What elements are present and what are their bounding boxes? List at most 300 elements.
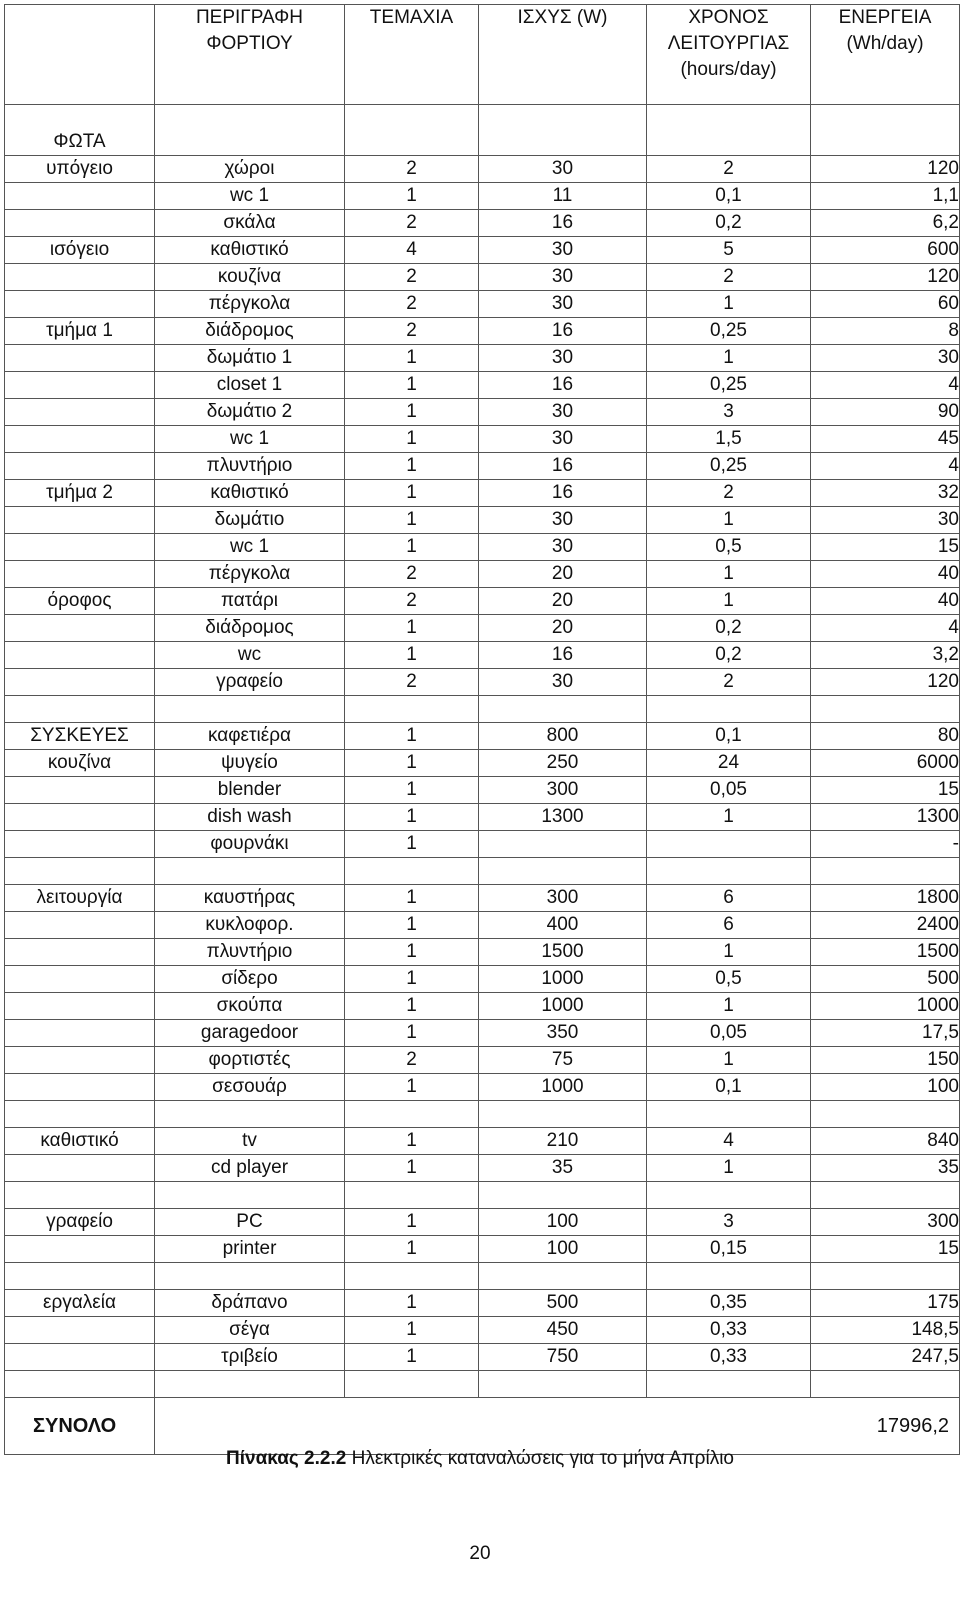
power-value: 1000 [479, 993, 647, 1020]
power-value: 30 [479, 264, 647, 291]
table-row [5, 264, 960, 291]
pieces-value: 1 [345, 804, 479, 831]
energy-value: 1800 [811, 885, 960, 912]
energy-value: 300 [811, 1209, 960, 1236]
load-description: δωμάτιο 2 [155, 399, 345, 426]
hours-value: 0,1 [647, 723, 811, 750]
pieces-value: 1 [345, 885, 479, 912]
empty-cell [155, 1182, 345, 1209]
power-value: 20 [479, 615, 647, 642]
load-description: καθιστικό [155, 237, 345, 264]
group-label [5, 939, 155, 966]
category-row [5, 105, 960, 156]
group-label [5, 831, 155, 858]
load-description: σεσουάρ [155, 1074, 345, 1101]
energy-value: 17,5 [811, 1020, 960, 1047]
load-description: γραφείο [155, 669, 345, 696]
energy-value: 120 [811, 264, 960, 291]
pieces-value: 1 [345, 939, 479, 966]
pieces-value: 2 [345, 669, 479, 696]
table-row [5, 885, 960, 912]
empty-cell [155, 1371, 345, 1398]
empty-cell [811, 105, 960, 156]
load-description: φορτιστές [155, 1047, 345, 1074]
table-row [5, 210, 960, 237]
empty-cell [345, 858, 479, 885]
energy-value: 2400 [811, 912, 960, 939]
hours-value: 0,05 [647, 777, 811, 804]
pieces-value: 2 [345, 1047, 479, 1074]
hours-value: 1 [647, 1155, 811, 1182]
energy-value: 1300 [811, 804, 960, 831]
power-value: 500 [479, 1290, 647, 1317]
empty-cell [811, 858, 960, 885]
hours-value: 2 [647, 669, 811, 696]
hours-value [647, 831, 811, 858]
energy-value: 247,5 [811, 1344, 960, 1371]
energy-consumption-table [4, 4, 960, 1455]
hours-value: 1 [647, 291, 811, 318]
group-label [5, 669, 155, 696]
empty-cell [647, 696, 811, 723]
empty-cell [345, 1263, 479, 1290]
energy-value: 120 [811, 156, 960, 183]
power-value [479, 831, 647, 858]
energy-value: 175 [811, 1290, 960, 1317]
empty-cell [479, 105, 647, 156]
load-description: dish wash [155, 804, 345, 831]
hours-value: 1 [647, 588, 811, 615]
empty-cell [479, 1371, 647, 1398]
table-row [5, 831, 960, 858]
total-label: ΣΥΝΟΛΟ [5, 1398, 155, 1455]
table-row [5, 615, 960, 642]
empty-cell [5, 1263, 155, 1290]
table-row [5, 966, 960, 993]
group-label [5, 183, 155, 210]
group-label [5, 426, 155, 453]
pieces-value: 1 [345, 426, 479, 453]
pieces-value: 1 [345, 831, 479, 858]
group-label [5, 534, 155, 561]
load-description: closet 1 [155, 372, 345, 399]
hours-value: 0,25 [647, 318, 811, 345]
group-label [5, 1155, 155, 1182]
group-label: γραφείο [5, 1209, 155, 1236]
power-value: 30 [479, 291, 647, 318]
table-row [5, 1209, 960, 1236]
hours-value: 2 [647, 156, 811, 183]
group-label: ισόγειο [5, 237, 155, 264]
table-row [5, 426, 960, 453]
energy-value: 15 [811, 1236, 960, 1263]
empty-cell [647, 1263, 811, 1290]
power-value: 11 [479, 183, 647, 210]
hours-value: 1 [647, 561, 811, 588]
power-value: 75 [479, 1047, 647, 1074]
power-value: 30 [479, 426, 647, 453]
empty-cell [155, 858, 345, 885]
energy-value: 8 [811, 318, 960, 345]
hours-value: 0,25 [647, 453, 811, 480]
energy-value: 100 [811, 1074, 960, 1101]
group-label [5, 399, 155, 426]
power-value: 250 [479, 750, 647, 777]
hours-value: 0,2 [647, 210, 811, 237]
load-description: πέργκολα [155, 561, 345, 588]
header-operating-time: ΧΡΟΝΟΣ ΛΕΙΤΟΥΡΓΙΑΣ (hours/day) [647, 5, 811, 105]
pieces-value: 2 [345, 318, 479, 345]
spacer-row [5, 1263, 960, 1290]
energy-value: 45 [811, 426, 960, 453]
pieces-value: 4 [345, 237, 479, 264]
energy-value: 840 [811, 1128, 960, 1155]
empty-cell [5, 1101, 155, 1128]
table-row [5, 372, 960, 399]
group-label [5, 1074, 155, 1101]
empty-cell [647, 1371, 811, 1398]
pieces-value: 1 [345, 507, 479, 534]
spacer-row [5, 1101, 960, 1128]
pieces-value: 1 [345, 723, 479, 750]
pieces-value: 1 [345, 345, 479, 372]
energy-value: 6000 [811, 750, 960, 777]
energy-value: 150 [811, 1047, 960, 1074]
hours-value: 5 [647, 237, 811, 264]
hours-value: 0,33 [647, 1344, 811, 1371]
table-row [5, 993, 960, 1020]
hours-value: 1 [647, 939, 811, 966]
group-label [5, 1020, 155, 1047]
load-description: ψυγείο [155, 750, 345, 777]
table-row [5, 561, 960, 588]
energy-value: 1500 [811, 939, 960, 966]
empty-cell [647, 858, 811, 885]
load-description: σέγα [155, 1317, 345, 1344]
power-value: 750 [479, 1344, 647, 1371]
pieces-value: 1 [345, 1074, 479, 1101]
pieces-value: 1 [345, 1317, 479, 1344]
group-label [5, 453, 155, 480]
group-label [5, 912, 155, 939]
load-description: wc [155, 642, 345, 669]
pieces-value: 1 [345, 966, 479, 993]
empty-cell [345, 696, 479, 723]
power-value: 35 [479, 1155, 647, 1182]
total-value: 17996,2 [155, 1398, 960, 1455]
table-row [5, 183, 960, 210]
power-value: 30 [479, 399, 647, 426]
pieces-value: 1 [345, 1290, 479, 1317]
load-description: garagedoor [155, 1020, 345, 1047]
group-label [5, 291, 155, 318]
header-cell-empty [5, 5, 155, 105]
hours-value: 0,2 [647, 642, 811, 669]
energy-value: 90 [811, 399, 960, 426]
power-value: 400 [479, 912, 647, 939]
power-value: 1500 [479, 939, 647, 966]
empty-cell [345, 1371, 479, 1398]
hours-value: 0,35 [647, 1290, 811, 1317]
group-label [5, 642, 155, 669]
empty-cell [811, 1182, 960, 1209]
table-row [5, 1155, 960, 1182]
pieces-value: 1 [345, 1128, 479, 1155]
energy-value: 600 [811, 237, 960, 264]
power-value: 100 [479, 1209, 647, 1236]
power-value: 16 [479, 318, 647, 345]
energy-value: 120 [811, 669, 960, 696]
energy-value: 60 [811, 291, 960, 318]
table-row [5, 1236, 960, 1263]
power-value: 16 [479, 642, 647, 669]
table-row [5, 318, 960, 345]
power-value: 450 [479, 1317, 647, 1344]
hours-value: 1 [647, 345, 811, 372]
hours-value: 0,5 [647, 966, 811, 993]
load-description: blender [155, 777, 345, 804]
energy-value: - [811, 831, 960, 858]
empty-cell [155, 1101, 345, 1128]
energy-value: 1000 [811, 993, 960, 1020]
pieces-value: 2 [345, 561, 479, 588]
empty-cell [811, 696, 960, 723]
header-power: ΙΣΧΥΣ (W) [479, 5, 647, 105]
pieces-value: 2 [345, 156, 479, 183]
hours-value: 2 [647, 264, 811, 291]
load-description: καθιστικό [155, 480, 345, 507]
power-value: 350 [479, 1020, 647, 1047]
pieces-value: 1 [345, 750, 479, 777]
power-value: 1000 [479, 1074, 647, 1101]
pieces-value: 1 [345, 453, 479, 480]
hours-value: 4 [647, 1128, 811, 1155]
pieces-value: 1 [345, 912, 479, 939]
table-row [5, 804, 960, 831]
pieces-value: 2 [345, 210, 479, 237]
table-row [5, 723, 960, 750]
power-value: 300 [479, 885, 647, 912]
pieces-value: 1 [345, 534, 479, 561]
hours-value: 0,2 [647, 615, 811, 642]
hours-value: 6 [647, 885, 811, 912]
load-description: cd player [155, 1155, 345, 1182]
hours-value: 2 [647, 480, 811, 507]
pieces-value: 1 [345, 993, 479, 1020]
caption-number: Πίνακας 2.2.2 [226, 1448, 347, 1469]
group-label: όροφος [5, 588, 155, 615]
pieces-value: 1 [345, 615, 479, 642]
load-description: τριβείο [155, 1344, 345, 1371]
load-description: κυκλοφορ. [155, 912, 345, 939]
empty-cell [647, 1182, 811, 1209]
empty-cell [345, 1101, 479, 1128]
hours-value: 0,1 [647, 1074, 811, 1101]
hours-value: 0,15 [647, 1236, 811, 1263]
group-label [5, 966, 155, 993]
energy-value: 32 [811, 480, 960, 507]
power-value: 30 [479, 156, 647, 183]
energy-value: 40 [811, 588, 960, 615]
energy-value: 15 [811, 777, 960, 804]
empty-cell [155, 1263, 345, 1290]
table-row [5, 237, 960, 264]
hours-value: 6 [647, 912, 811, 939]
power-value: 16 [479, 210, 647, 237]
power-value: 1000 [479, 966, 647, 993]
load-description: χώροι [155, 156, 345, 183]
pieces-value: 1 [345, 1020, 479, 1047]
power-value: 30 [479, 534, 647, 561]
group-label [5, 615, 155, 642]
load-description: σίδερο [155, 966, 345, 993]
group-label [5, 264, 155, 291]
hours-value: 0,1 [647, 183, 811, 210]
group-label: καθιστικό [5, 1128, 155, 1155]
load-description: πατάρι [155, 588, 345, 615]
load-description: printer [155, 1236, 345, 1263]
pieces-value: 1 [345, 372, 479, 399]
header-load-description: ΠΕΡΙΓΡΑΦΗ ΦΟΡΤΙΟΥ [155, 5, 345, 105]
header-energy: ΕΝΕΡΓΕΙΑ (Wh/day) [811, 5, 960, 105]
load-description: καυστήρας [155, 885, 345, 912]
load-description: σκούπα [155, 993, 345, 1020]
power-value: 30 [479, 237, 647, 264]
empty-cell [5, 858, 155, 885]
group-label [5, 561, 155, 588]
table-row [5, 1290, 960, 1317]
group-label [5, 1047, 155, 1074]
caption-text: Ηλεκτρικές καταναλώσεις για το μήνα Απρίλιο [346, 1448, 734, 1469]
table-row [5, 939, 960, 966]
pieces-value: 1 [345, 1344, 479, 1371]
energy-value: 15 [811, 534, 960, 561]
load-description: δράπανο [155, 1290, 345, 1317]
load-description: δωμάτιο [155, 507, 345, 534]
empty-cell [479, 1263, 647, 1290]
empty-cell [479, 696, 647, 723]
load-description: διάδρομος [155, 318, 345, 345]
table-caption [0, 1448, 960, 1470]
empty-cell [5, 1371, 155, 1398]
table-row [5, 1317, 960, 1344]
spacer-row [5, 858, 960, 885]
group-label [5, 507, 155, 534]
total-row [5, 1398, 960, 1455]
group-label: εργαλεία [5, 1290, 155, 1317]
empty-cell [811, 1263, 960, 1290]
table-row [5, 777, 960, 804]
spacer-row [5, 1182, 960, 1209]
hours-value: 24 [647, 750, 811, 777]
table-row [5, 156, 960, 183]
energy-value: 6,2 [811, 210, 960, 237]
group-label: ΣΥΣΚΕΥΕΣ [5, 723, 155, 750]
load-description: διάδρομος [155, 615, 345, 642]
load-description: πλυντήριο [155, 453, 345, 480]
group-label [5, 1317, 155, 1344]
energy-value: 40 [811, 561, 960, 588]
group-label: υπόγειο [5, 156, 155, 183]
group-label [5, 345, 155, 372]
group-label: τμήμα 1 [5, 318, 155, 345]
pieces-value: 1 [345, 777, 479, 804]
group-label [5, 210, 155, 237]
load-description: κουζίνα [155, 264, 345, 291]
load-description: σκάλα [155, 210, 345, 237]
group-label [5, 777, 155, 804]
load-description: wc 1 [155, 534, 345, 561]
power-value: 300 [479, 777, 647, 804]
load-description: πέργκολα [155, 291, 345, 318]
group-label [5, 993, 155, 1020]
load-description: wc 1 [155, 183, 345, 210]
empty-cell [647, 105, 811, 156]
pieces-value: 1 [345, 1236, 479, 1263]
category-label: ΦΩΤΑ [5, 105, 155, 156]
table-row [5, 1128, 960, 1155]
load-description: φουρνάκι [155, 831, 345, 858]
energy-value: 30 [811, 345, 960, 372]
energy-value: 1,1 [811, 183, 960, 210]
power-value: 30 [479, 507, 647, 534]
spacer-row [5, 696, 960, 723]
table-row [5, 750, 960, 777]
table-row [5, 453, 960, 480]
empty-cell [479, 1182, 647, 1209]
power-value: 20 [479, 588, 647, 615]
hours-value: 0,05 [647, 1020, 811, 1047]
table-row [5, 588, 960, 615]
pieces-value: 1 [345, 1209, 479, 1236]
table-row [5, 912, 960, 939]
table-row [5, 669, 960, 696]
power-value: 210 [479, 1128, 647, 1155]
energy-value: 500 [811, 966, 960, 993]
hours-value: 1 [647, 507, 811, 534]
load-description: πλυντήριο [155, 939, 345, 966]
table-row [5, 534, 960, 561]
hours-value: 1 [647, 993, 811, 1020]
power-value: 16 [479, 480, 647, 507]
empty-cell [5, 1182, 155, 1209]
energy-value: 4 [811, 453, 960, 480]
power-value: 100 [479, 1236, 647, 1263]
empty-cell [5, 696, 155, 723]
empty-cell [155, 696, 345, 723]
power-value: 16 [479, 453, 647, 480]
empty-cell [647, 1101, 811, 1128]
hours-value: 0,5 [647, 534, 811, 561]
hours-value: 3 [647, 1209, 811, 1236]
empty-cell [479, 858, 647, 885]
power-value: 800 [479, 723, 647, 750]
load-description: δωμάτιο 1 [155, 345, 345, 372]
header-pieces: ΤΕΜΑΧΙΑ [345, 5, 479, 105]
empty-cell [811, 1101, 960, 1128]
group-label: κουζίνα [5, 750, 155, 777]
pieces-value: 1 [345, 399, 479, 426]
power-value: 30 [479, 669, 647, 696]
empty-cell [155, 105, 345, 156]
pieces-value: 1 [345, 183, 479, 210]
table-row [5, 1020, 960, 1047]
table-row [5, 480, 960, 507]
group-label [5, 372, 155, 399]
group-label: λειτουργία [5, 885, 155, 912]
hours-value: 1 [647, 1047, 811, 1074]
load-description: wc 1 [155, 426, 345, 453]
